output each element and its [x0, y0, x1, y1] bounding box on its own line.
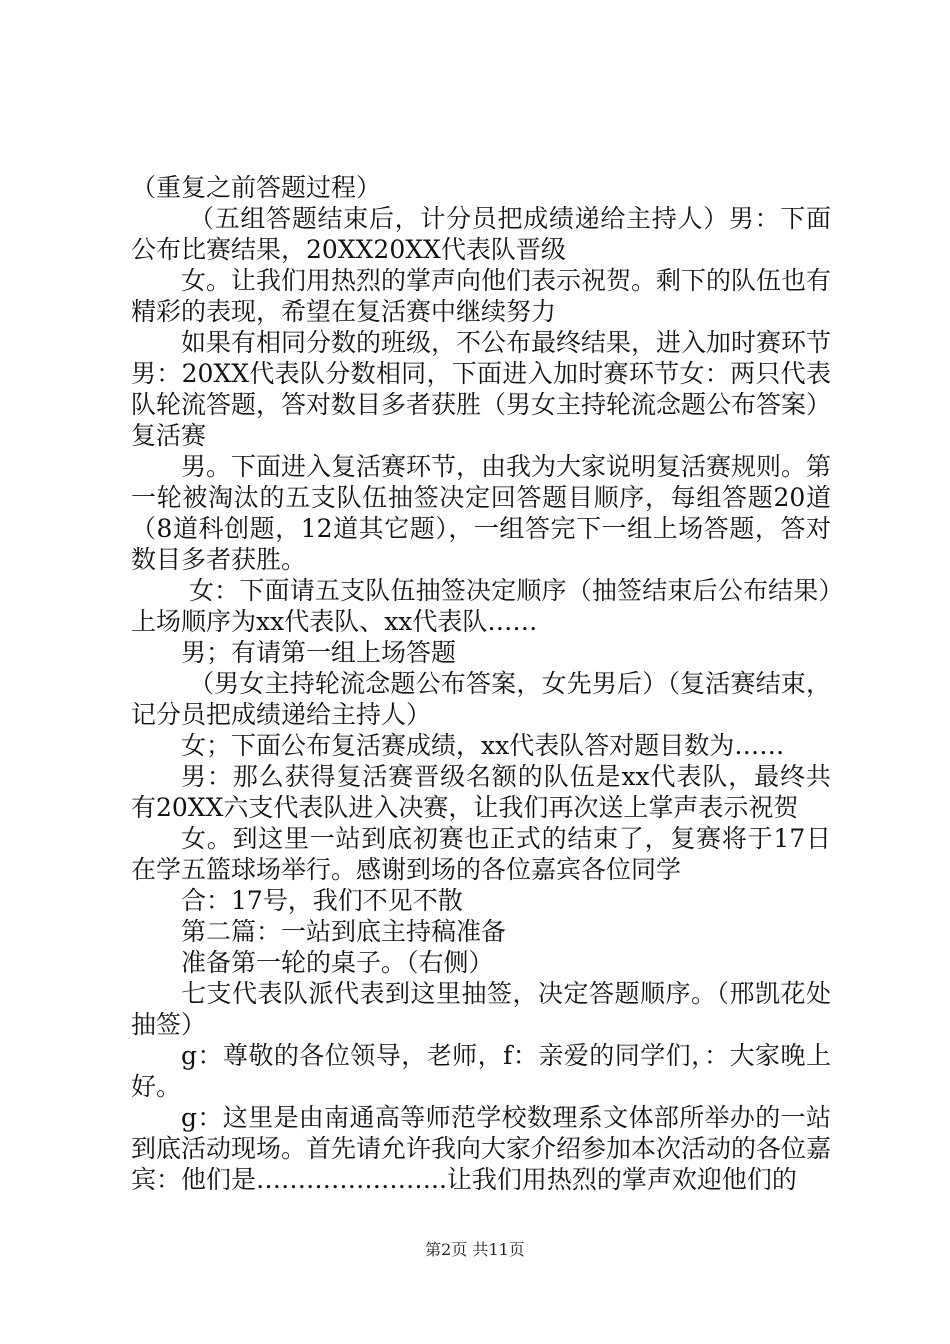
- paragraph: 女。到这里一站到底初赛也正式的结束了，复赛将于17日在学五篮球场举行。感谢到场的各位嘉宾各位同学: [131, 824, 831, 884]
- paragraph: 男；有请第一组上场答题: [181, 638, 457, 667]
- paragraph: g：尊敬的各位领导，老师，f：亲爱的同学们，：大家晚上好。: [131, 1041, 831, 1101]
- paragraph: 合：17号，我们不见不散: [181, 886, 463, 915]
- paragraph: g：这里是由南通高等师范学校数理系文体部所举办的一站到底活动现场。首先请允许我向大家介绍参加本次活动的各位嘉宾：他们是…………………..让我们用热烈的掌声欢迎他们的: [131, 1103, 832, 1194]
- paragraph: （男女主持轮流念题公布答案，女先男后）（复活赛结束，记分员把成绩递给主持人）: [131, 669, 831, 729]
- paragraph: 女。让我们用热烈的掌声向他们表示祝贺。剩下的队伍也有精彩的表现，希望在复活赛中继续努力: [131, 266, 832, 326]
- paragraph: 七支代表队派代表到这里抽签，决定答题顺序。（邢凯花处抽签）: [131, 979, 831, 1039]
- section-heading: 第二篇：一站到底主持稿准备: [181, 917, 507, 946]
- paragraph: （五组答题结束后，计分员把成绩递给主持人）男：下面公布比赛结果，20XX20XX代表队晋级: [131, 204, 831, 264]
- paragraph: 女；下面公布复活赛成绩，xx代表队答对题目数为……: [181, 731, 785, 760]
- paragraph: 女：下面请五支队伍抽签决定顺序（抽签结束后公布结果）上场顺序为xx代表队、xx代表队……: [131, 576, 831, 636]
- paragraph: 男。下面进入复活赛环节，由我为大家说明复活赛规则。第一轮被淘汰的五支队伍抽签决定回答题目顺序，每组答题20道（8道科创题，12道其它题），一组答完下一组上场答题，答对数目多者获胜。: [131, 452, 832, 574]
- paragraph: 如果有相同分数的班级，不公布最终结果，进入加时赛环节男：20XX代表队分数相同，下面进入加时赛环节女：两只代表队轮流答题，答对数目多者获胜（男女主持轮流念题公布答案）复活赛: [131, 328, 832, 450]
- page-number: 第2页 共11页: [425, 1240, 525, 1259]
- page-footer: [0, 1240, 950, 1260]
- paragraph: （重复之前答题过程）: [131, 173, 382, 202]
- document-body: [131, 172, 831, 1195]
- paragraph: 准备第一轮的桌子。（右侧）: [181, 948, 494, 977]
- paragraph: 男：那么获得复活赛晋级名额的队伍是xx代表队，最终共有20XX六支代表队进入决赛，让我们再次送上掌声表示祝贺: [131, 762, 831, 822]
